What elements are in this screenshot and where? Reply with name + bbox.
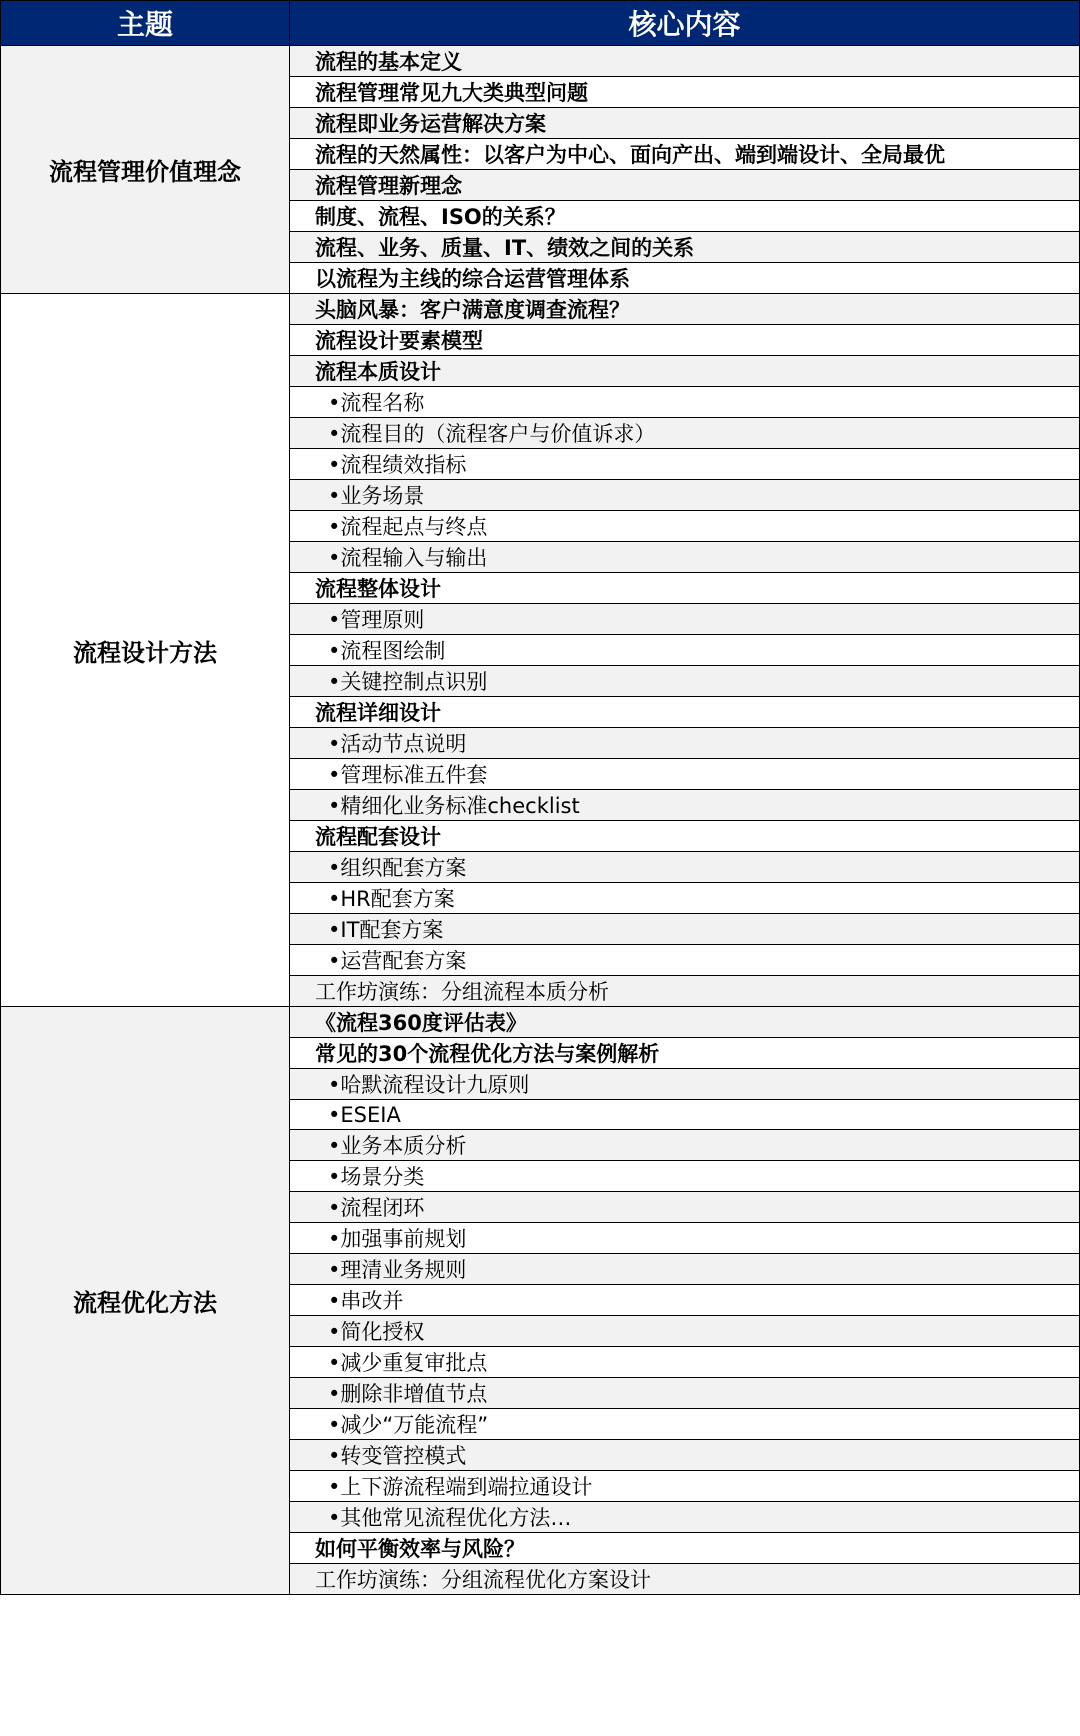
sub-item: •ESEIA (290, 1100, 1080, 1130)
sub-item: •转变管控模式 (290, 1440, 1080, 1471)
sub-item: •管理原则 (290, 604, 1080, 635)
sub-item: •流程闭环 (290, 1192, 1080, 1223)
table-body (1, 46, 1080, 1595)
table-row (1, 46, 1080, 77)
content-item: 流程的基本定义 (290, 46, 1080, 77)
content-item: 流程整体设计 (290, 573, 1080, 604)
sub-item: •组织配套方案 (290, 852, 1080, 883)
table-row (1, 1007, 1080, 1038)
content-item: 以流程为主线的综合运营管理体系 (290, 263, 1080, 294)
workshop-item: 工作坊演练：分组流程优化方案设计 (290, 1564, 1080, 1595)
content-item: 如何平衡效率与风险？ (290, 1533, 1080, 1564)
content-item: 流程设计要素模型 (290, 325, 1080, 356)
sub-item: •HR配套方案 (290, 883, 1080, 914)
header-topic: 主题 (1, 1, 290, 46)
content-item: 流程本质设计 (290, 356, 1080, 387)
sub-item: •简化授权 (290, 1316, 1080, 1347)
sub-item: •场景分类 (290, 1161, 1080, 1192)
content-item: 流程配套设计 (290, 821, 1080, 852)
sub-item: •业务场景 (290, 480, 1080, 511)
sub-item: •减少“万能流程” (290, 1409, 1080, 1440)
content-item: 流程详细设计 (290, 697, 1080, 728)
content-item: 制度、流程、ISO的关系？ (290, 201, 1080, 232)
sub-item: •运营配套方案 (290, 945, 1080, 976)
section-topic: 流程优化方法 (1, 1007, 290, 1595)
sub-item: •IT配套方案 (290, 914, 1080, 945)
sub-item: •关键控制点识别 (290, 666, 1080, 697)
content-item: 常见的30个流程优化方法与案例解析 (290, 1038, 1080, 1069)
sub-item: •流程名称 (290, 387, 1080, 418)
content-item: 头脑风暴：客户满意度调查流程？ (290, 294, 1080, 325)
sub-item: •流程绩效指标 (290, 449, 1080, 480)
sub-item: •哈默流程设计九原则 (290, 1069, 1080, 1100)
sub-item: •上下游流程端到端拉通设计 (290, 1471, 1080, 1502)
sub-item: •串改并 (290, 1285, 1080, 1316)
content-item: 流程、业务、质量、IT、绩效之间的关系 (290, 232, 1080, 263)
section-topic: 流程设计方法 (1, 294, 290, 1007)
section-topic: 流程管理价值理念 (1, 46, 290, 294)
content-item: 流程的天然属性：以客户为中心、面向产出、端到端设计、全局最优 (290, 139, 1080, 170)
sub-item: •管理标准五件套 (290, 759, 1080, 790)
sub-item: •理清业务规则 (290, 1254, 1080, 1285)
sub-item: •其他常见流程优化方法… (290, 1502, 1080, 1533)
table-header (1, 1, 1080, 46)
sub-item: •流程输入与输出 (290, 542, 1080, 573)
workshop-item: 工作坊演练：分组流程本质分析 (290, 976, 1080, 1007)
sub-item: •删除非增值节点 (290, 1378, 1080, 1409)
sub-item: •加强事前规划 (290, 1223, 1080, 1254)
sub-item: •流程起点与终点 (290, 511, 1080, 542)
content-item: 流程管理新理念 (290, 170, 1080, 201)
content-item: 流程管理常见九大类典型问题 (290, 77, 1080, 108)
header-row (1, 1, 1080, 46)
sub-item: •流程目的（流程客户与价值诉求） (290, 418, 1080, 449)
table-row (1, 294, 1080, 325)
sub-item: •业务本质分析 (290, 1130, 1080, 1161)
sub-item: •流程图绘制 (290, 635, 1080, 666)
content-item: 流程即业务运营解决方案 (290, 108, 1080, 139)
sub-item: •活动节点说明 (290, 728, 1080, 759)
content-item: 《流程360度评估表》 (290, 1007, 1080, 1038)
sub-item: •减少重复审批点 (290, 1347, 1080, 1378)
sub-item: •精细化业务标准checklist (290, 790, 1080, 821)
header-content: 核心内容 (290, 1, 1080, 46)
